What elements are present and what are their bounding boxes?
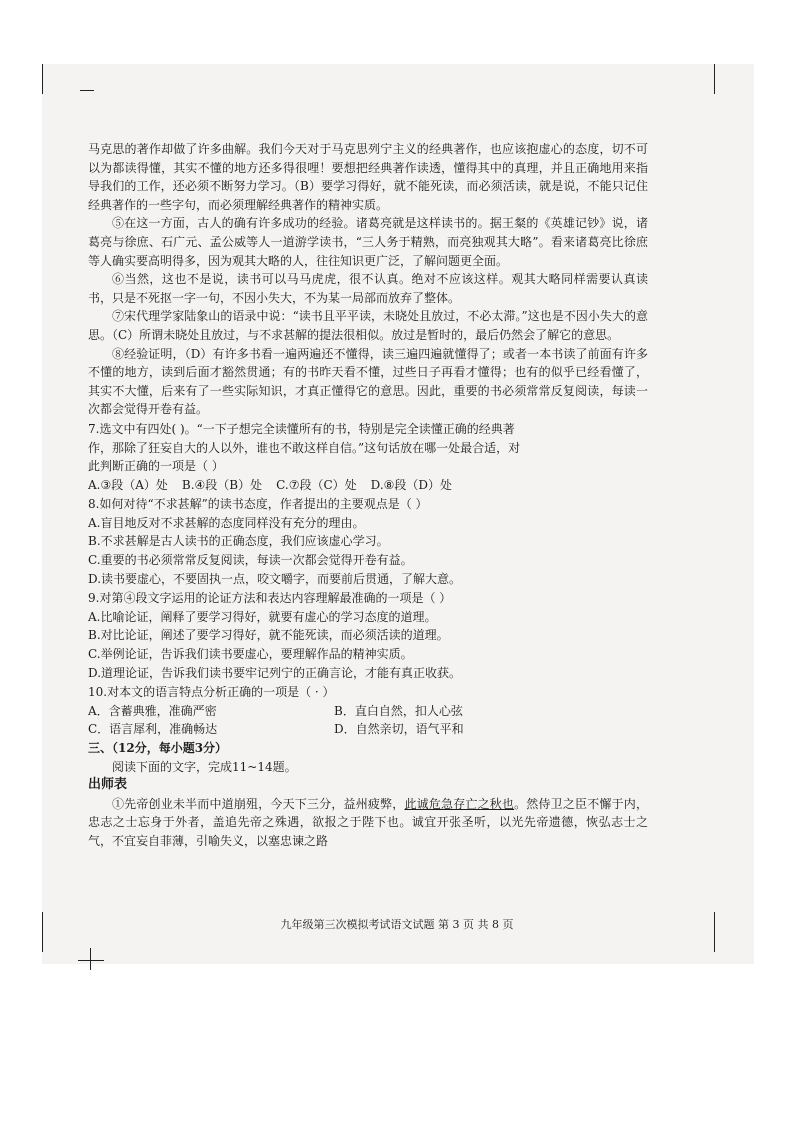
option-c[interactable]: C．语言犀利，准确畅达 <box>88 722 218 737</box>
question-7-options <box>88 476 648 495</box>
question-7 <box>88 420 648 494</box>
top-left-crop-mark <box>42 64 43 94</box>
paragraph-5: ⑤在这一方面，古人的确有许多成功的经验。诸葛亮就是这样读书的。据王粲的《英雄记钞》说，诸葛亮与徐庶、石广元、孟公威等人一道游学读书，“三人务于精熟，而亮独观其大略”。看来诸葛亮比徐庶等人确实要高明得多，因为观其大略的人，往往知识更广泛，了解问题更全面。 <box>88 216 648 268</box>
question-10 <box>88 683 648 739</box>
paragraph-7: ⑦宋代理学家陆象山的语录中说：“读书且平平读，未晓处且放过，不必太滞。”这也是不因小失大的意思。（C）所谓未晓处且放过，与不求甚解的提法很相似。放过是暂时的，最后仍然会了解它的意思。 <box>88 309 648 342</box>
option-d[interactable]: D.读书要虚心，不要固执一点，咬文嚼字，而要前后贯通，了解大意。 <box>88 571 462 586</box>
page-footer: 九年级第三次模拟考试语文试题 第 3 页 共 8 页 <box>280 918 514 931</box>
question-9 <box>88 589 648 682</box>
top-right-crop-mark <box>714 64 715 94</box>
essay-title: 出师表 <box>88 777 128 793</box>
option-c[interactable]: C.举例论证，告诉我们读书要虚心，要理解作品的精神实质。 <box>88 647 413 662</box>
option-c[interactable]: C.⑦段（C）处 <box>276 477 357 492</box>
section-3-heading: 三、（12分，每小题3分） <box>88 741 228 755</box>
option-a[interactable]: A.③段（A）处 <box>88 477 168 492</box>
option-b[interactable]: B.不求甚解是古人读书的正确态度，我们应该虚心学习。 <box>88 534 389 549</box>
underlined-phrase: 此诚危急存亡之秋也 <box>404 796 515 811</box>
section-3-instruction: 阅读下面的文字，完成11~14题。 <box>112 759 297 774</box>
option-a[interactable]: A.比喻论证，阐释了要学习得好，就要有虚心的学习态度的道理。 <box>88 609 437 624</box>
question-7-stem-1: 7.选文中有四处( )。“一下子想完全读懂所有的书，特别是完全读懂正确的经典著 <box>88 421 515 436</box>
essay-text-rest: 。然侍卫之臣不懈于内，忠志之士忘身于外者，盖追先帝之殊遇，欲报之于陛下也。诚宜开张圣听，以光先帝遗德，恢弘志士之气，不宜妄自菲薄，引喻失义，以塞忠谏之路 <box>88 796 648 848</box>
option-a[interactable]: A.盲目地反对不求甚解的态度同样没有充分的理由。 <box>88 515 365 530</box>
option-b[interactable]: B．直白自然，扣人心弦 <box>334 703 463 718</box>
option-d[interactable]: D．自然亲切，语气平和 <box>334 722 464 737</box>
option-d[interactable]: D.⑧段（D）处 <box>370 477 453 492</box>
question-7-stem-2: 作，那除了狂妄自大的人以外，谁也不敢这样自信。”这句话放在哪一处最合适，对 <box>88 440 521 455</box>
question-9-stem: 9.对第④段文字运用的论证方法和表达内容理解最准确的一项是（ ） <box>88 591 452 606</box>
option-b[interactable]: B.对比论证，阐述了要学习得好，就不能死读，而必须活读的道理。 <box>88 628 449 643</box>
option-a[interactable]: A．含蓄典雅，准确严密 <box>88 703 217 718</box>
question-8-stem: 8.如何对待“不求甚解”的读书态度，作者提出的主要观点是（ ） <box>88 497 428 512</box>
registration-cross-v <box>90 948 91 970</box>
question-8 <box>88 495 648 588</box>
question-7-stem-3: 此判断正确的一项是（ ） <box>88 459 224 474</box>
paragraph-8: ⑧经验证明，（D）有许多书看一遍两遍还不懂得，读三遍四遍就懂得了；或者一本书读了前面有许多不懂的地方，读到后面才豁然贯通；有的书昨天看不懂，过些日子再看才懂得；也有的似乎已经看懂了，其实不大懂，后来有了一些实际知识，才真正懂得它的意思。因此，重要的书必须常常反复阅读，每读一次都会觉得开卷有益。 <box>88 346 648 417</box>
option-d[interactable]: D.道理论证，告诉我们读书要牢记列宁的正确言论，才能有真正收获。 <box>88 665 462 680</box>
question-10-options <box>88 702 648 739</box>
question-10-stem: 10.对本文的语言特点分析正确的一项是（ · ） <box>88 685 335 700</box>
corner-dash <box>80 90 94 91</box>
paragraph-continued: 马克思的著作却做了许多曲解。我们今天对于马克思列宁主义的经典著作，也应该抱虚心的态度，切不可以为都读得懂，其实不懂的地方还多得很哩！要想把经典著作读透，懂得其中的真理，并且正确地用来指导我们的工作，还必须不断努力学习。（B）要学习得好，就不能死读，而必须活读，就是说，不能只记住经典著作的一些字句，而必须理解经典著作的精神实质。 <box>88 142 648 212</box>
essay-text-start: ①先帝创业未半而中道崩殂，今天下三分，益州疲弊， <box>112 796 405 811</box>
option-c[interactable]: C.重要的书必须常常反复阅读，每读一次都会觉得开卷有益。 <box>88 553 413 568</box>
option-b[interactable]: B.④段（B）处 <box>181 477 263 492</box>
essay-paragraph-1 <box>88 795 648 851</box>
paragraph-6: ⑥当然，这也不是说，读书可以马马虎虎，很不认真。绝对不应该这样。观其大略同样需要认真读书，只是不死抠一字一句，不因小失大，不为某一局部而放弃了整体。 <box>88 272 648 305</box>
exam-content <box>88 140 648 851</box>
registration-cross-h <box>78 960 104 961</box>
